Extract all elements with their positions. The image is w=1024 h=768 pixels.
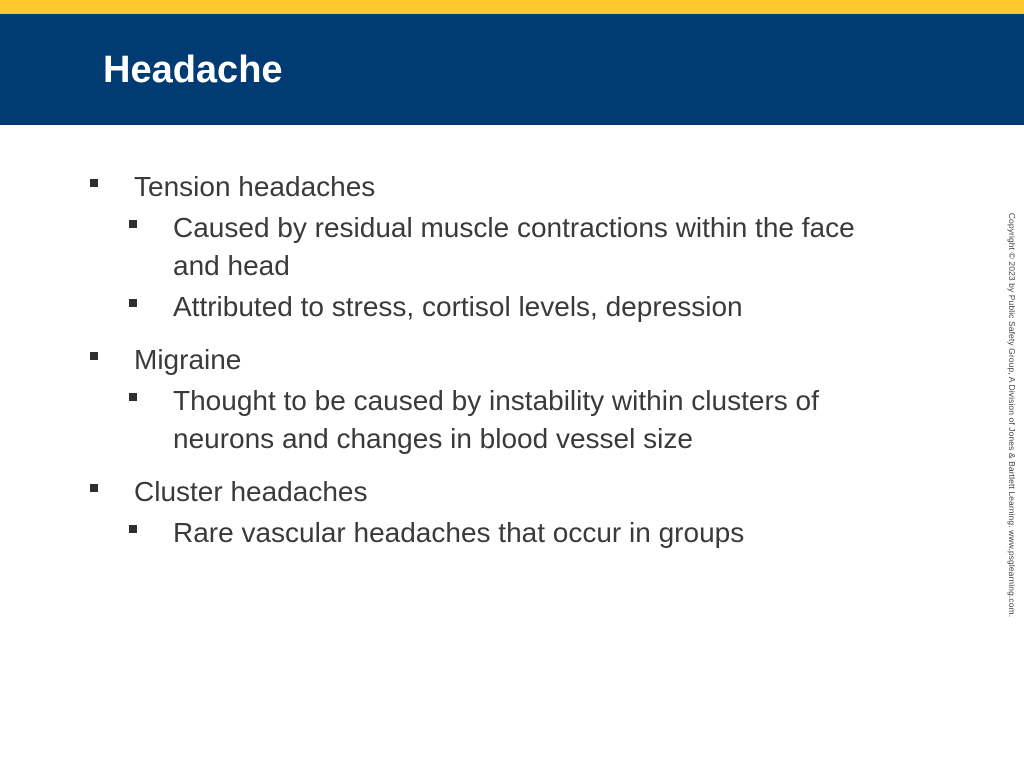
bullet-item	[86, 473, 906, 511]
square-bullet-icon	[90, 484, 98, 492]
bullet-text: Migraine	[134, 344, 242, 375]
bullet-group-cluster	[86, 473, 906, 552]
bullet-text: Tension headaches	[134, 171, 376, 202]
sub-bullet-text: Rare vascular headaches that occur in groups	[173, 517, 745, 548]
square-bullet-icon	[90, 179, 98, 187]
bullet-item	[86, 168, 906, 206]
bullet-group-tension	[86, 168, 906, 326]
sub-bullet-item	[86, 514, 906, 552]
sub-bullet-text: Attributed to stress, cortisol levels, depression	[173, 291, 743, 322]
sub-bullet-item	[86, 288, 906, 326]
sub-bullet-text: Thought to be caused by instability within clusters of neurons and changes in blood vessel size	[173, 385, 819, 454]
accent-bar	[0, 0, 1024, 14]
bullet-group-migraine	[86, 341, 906, 458]
square-bullet-icon	[129, 393, 137, 401]
square-bullet-icon	[129, 299, 137, 307]
square-bullet-icon	[90, 352, 98, 360]
square-bullet-icon	[129, 525, 137, 533]
bullet-list	[86, 168, 906, 567]
bullet-text: Cluster headaches	[134, 476, 368, 507]
bullet-item	[86, 341, 906, 379]
copyright-notice: Copyright © 2023 by Public Safety Group, A Division of Jones & Bartlett Learning. www.psglearning.com.	[1007, 212, 1017, 618]
sub-bullet-item	[86, 209, 906, 285]
sub-bullet-item	[86, 382, 906, 458]
slide-title: Headache	[103, 49, 283, 91]
sub-bullet-text: Caused by residual muscle contractions within the face and head	[173, 212, 855, 281]
square-bullet-icon	[129, 220, 137, 228]
